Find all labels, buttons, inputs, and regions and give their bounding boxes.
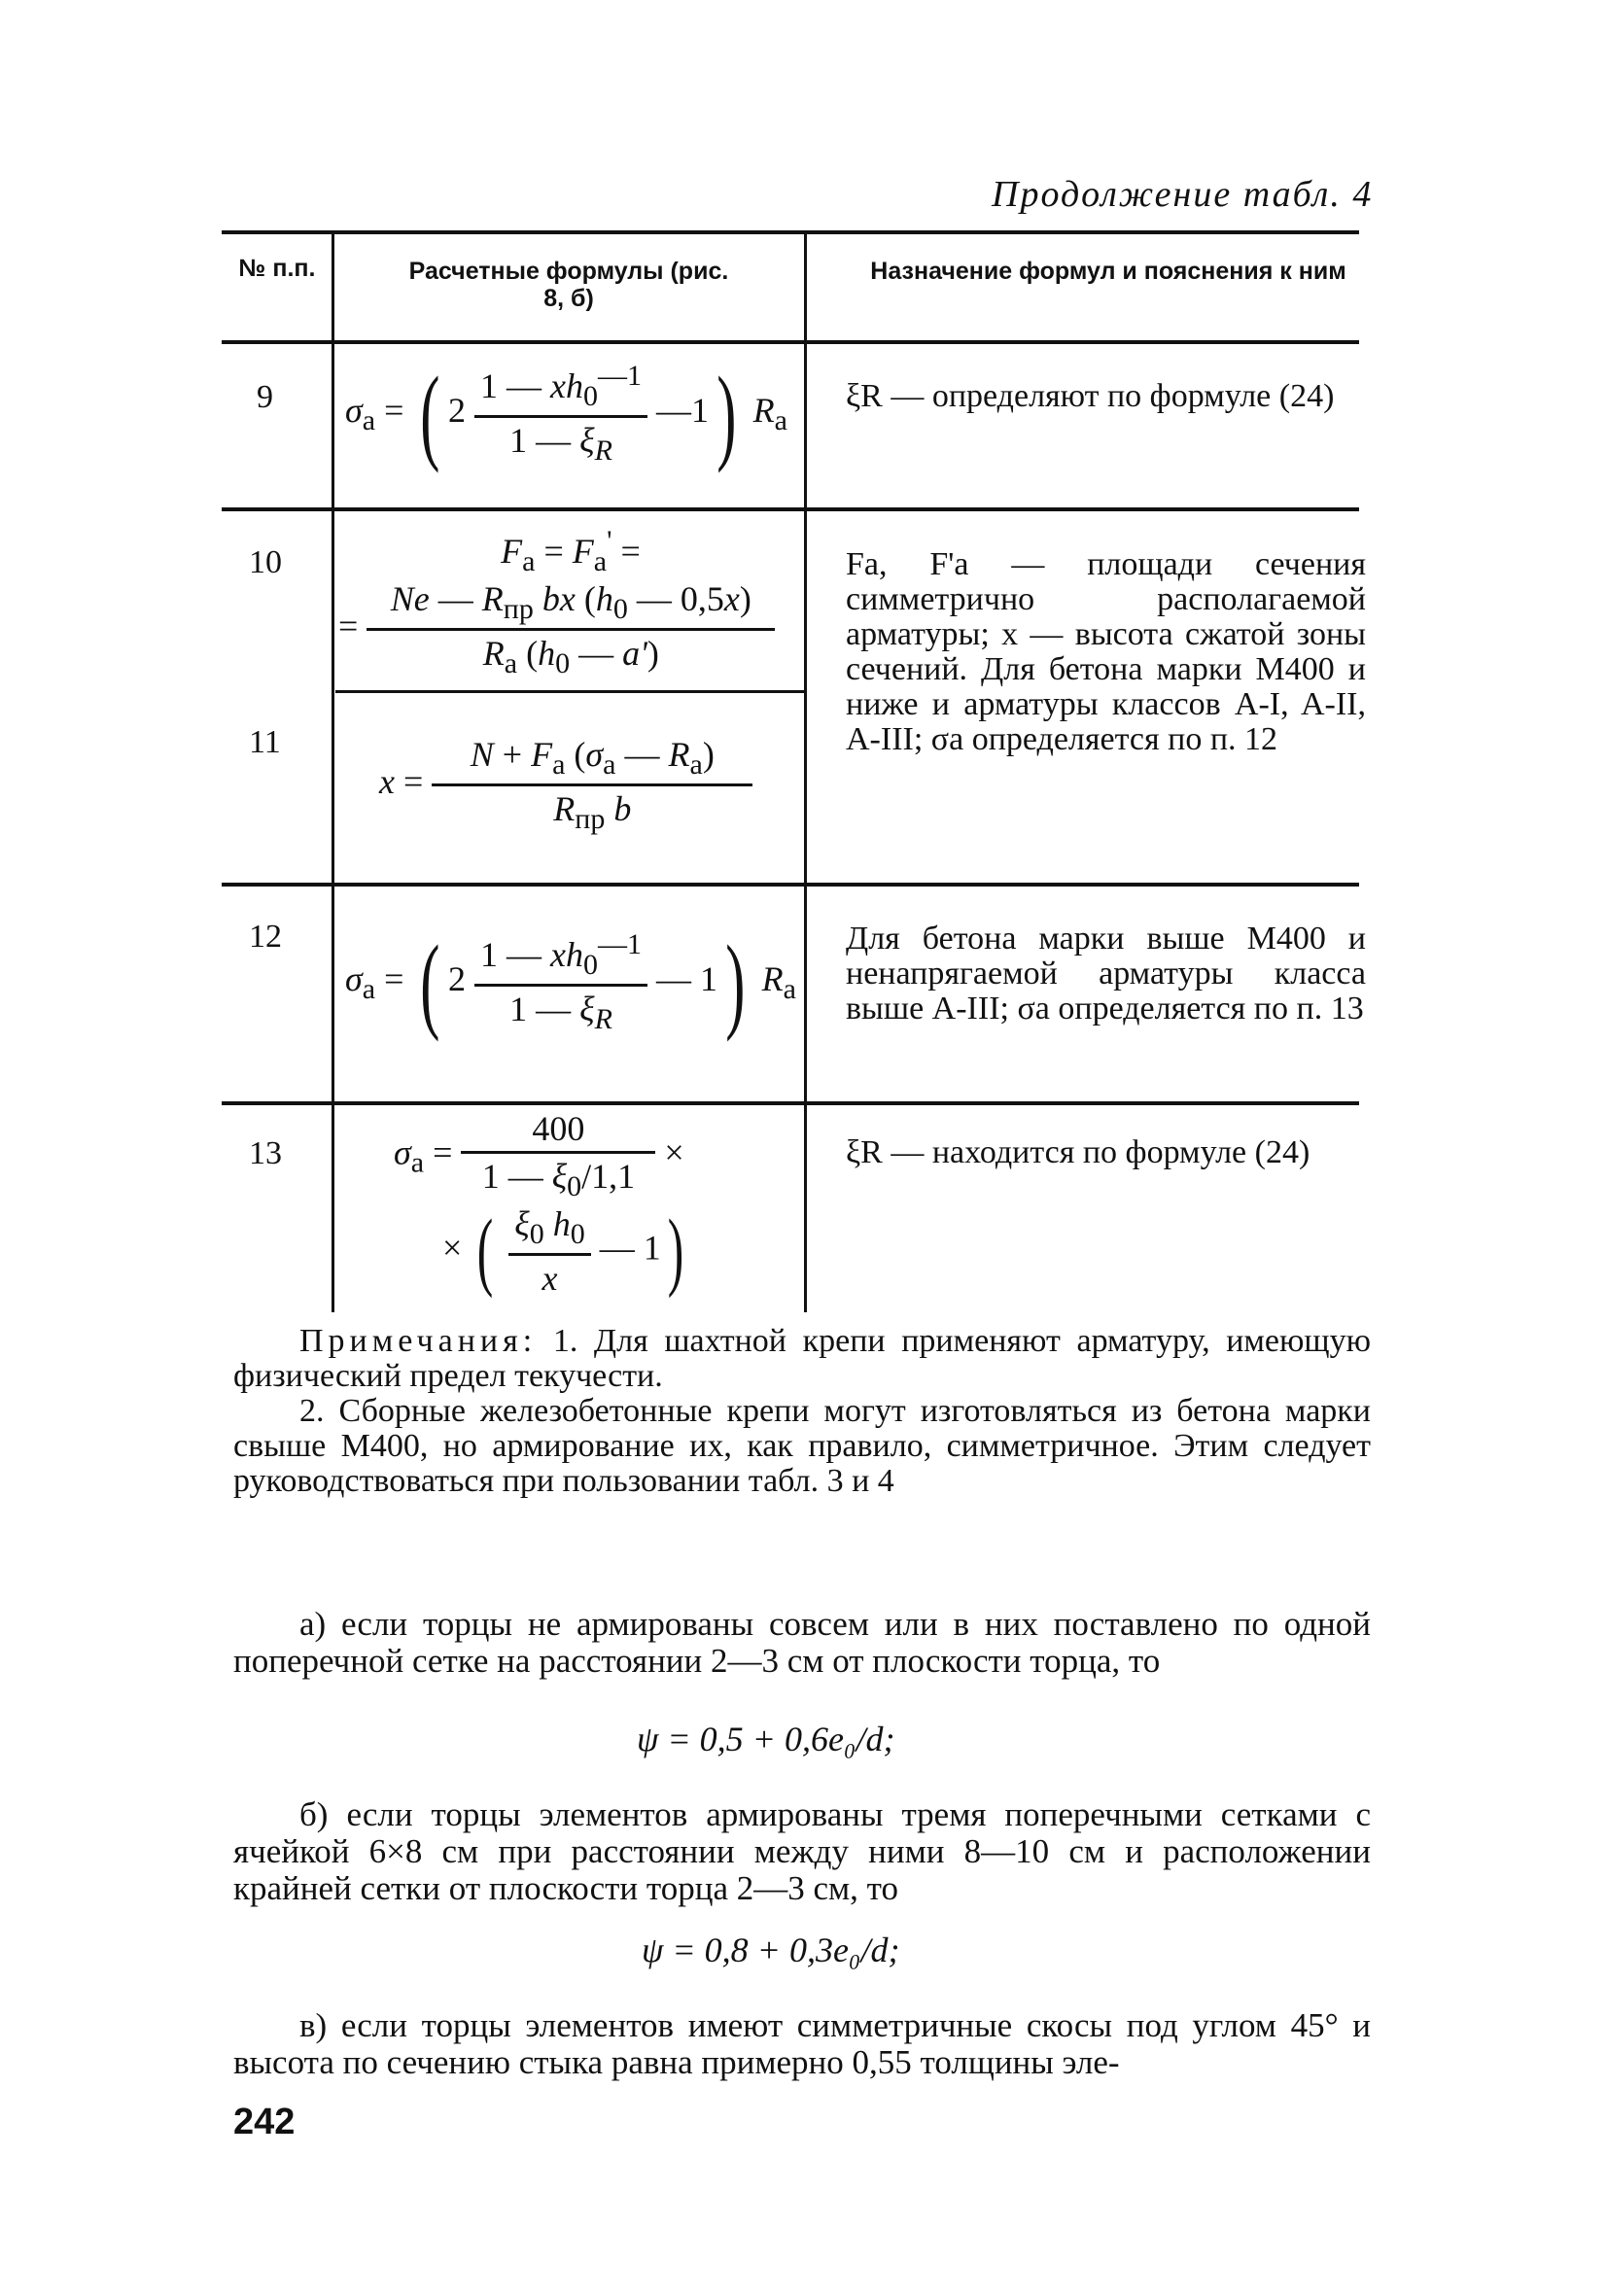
desc-10: Fa, F'a — площади сечения симметрично располагаемой арматуры; x — высота сжатой зоны сечений. Для бетона марки М400 и ниже и арматуры классов A-I, A-II, A-III; σa определяется по п. 12 [846, 546, 1366, 757]
equation-b: ψ = 0,8 + 0,3e₀/d; [642, 1931, 900, 1969]
row-num-11: 11 [249, 724, 281, 760]
desc-9: ξR — определяют по формуле (24) [846, 378, 1335, 414]
row-rule-11 [222, 883, 1359, 887]
formula-9: $\sigma_a$ = ( 2 $\frac{1 — xh_0^{—1}}{1 — \xi_R}$ —1) $R_a$ [345, 354, 787, 473]
notes-title: Примечания: [299, 1323, 538, 1359]
table-caption: Продолжение табл. 4 [992, 174, 1374, 215]
header-formulas: Расчетные формулы (рис. 8, б) [408, 258, 729, 312]
formula-12: $\sigma_a$ = ( 2 $\frac{1 — xh_0^{—1}}{1 — \xi_R}$ — 1) $R_a$ [345, 922, 796, 1042]
row-rule-10 [335, 690, 804, 693]
col-divider-1 [332, 233, 334, 1312]
paragraph-b: б) если торцы элементов армированы тремя поперечными сетками с ячейкой 6×8 см при расстоянии между ними 8—10 см и расположении крайней сетки от плоскости торца 2—3 см, то [233, 1795, 1371, 1907]
page-number: 242 [233, 2102, 296, 2142]
desc-13: ξR — находится по формуле (24) [846, 1134, 1310, 1170]
formula-11: x = $\frac{N + F_a (\sigma_a — R_a)}{R_{пр} b}$ [379, 734, 797, 836]
desc-12: Для бетона марки выше М400 и ненапрягаемой арматуры класса выше A-III; σa определяется по п. 13 [846, 921, 1366, 1026]
note-1: 1. Для шахтной крепи применяют арматуру, имеющую физический предел текучести. [233, 1323, 1372, 1394]
paragraph-a: а) если торцы не армированы совсем или в них поставлено по одной поперечной сетке на расстоянии 2—3 см от плоскости торца, то [233, 1605, 1371, 1680]
header-bottom-rule [222, 340, 1359, 344]
row-rule-12 [222, 1101, 1359, 1105]
notes-block [233, 1324, 1371, 1499]
note-2: 2. Сборные железобетонные крепи могут изготовляться из бетона марки свыше М400, но армирование их, как правило, симметричное. Этим следует руководствоваться при пользовании табл. 3 и 4 [233, 1393, 1371, 1499]
formula-10: $F_a = F_a'$ = = $\frac{Ne — R_{пр} bx (h_0 — 0,5x)}{R_a (h_0 — a')}$ [338, 525, 803, 681]
paragraph-c: в) если торцы элементов имеют симметричные скосы под углом 45° и высота по сечению стыка равна примерно 0,55 толщины эле- [233, 2006, 1371, 2081]
table-top-rule [222, 230, 1359, 234]
row-num-13: 13 [249, 1135, 282, 1171]
header-notes: Назначение формул и пояснения к ним [870, 258, 1346, 285]
row-num-10: 10 [249, 544, 282, 580]
row-num-9: 9 [257, 379, 273, 415]
col-divider-2 [804, 233, 807, 1312]
header-num: № п.п. [238, 255, 316, 282]
row-rule-9 [222, 507, 1359, 511]
row-num-12: 12 [249, 919, 282, 955]
formula-13: $\sigma_a$ = $\frac{400}{1 — \xi_0/1,1}$ × × ( $\frac{\xi_0 h_0}{x}$ — 1) [394, 1109, 684, 1300]
equation-a: ψ = 0,5 + 0,6e₀/d; [637, 1720, 895, 1758]
